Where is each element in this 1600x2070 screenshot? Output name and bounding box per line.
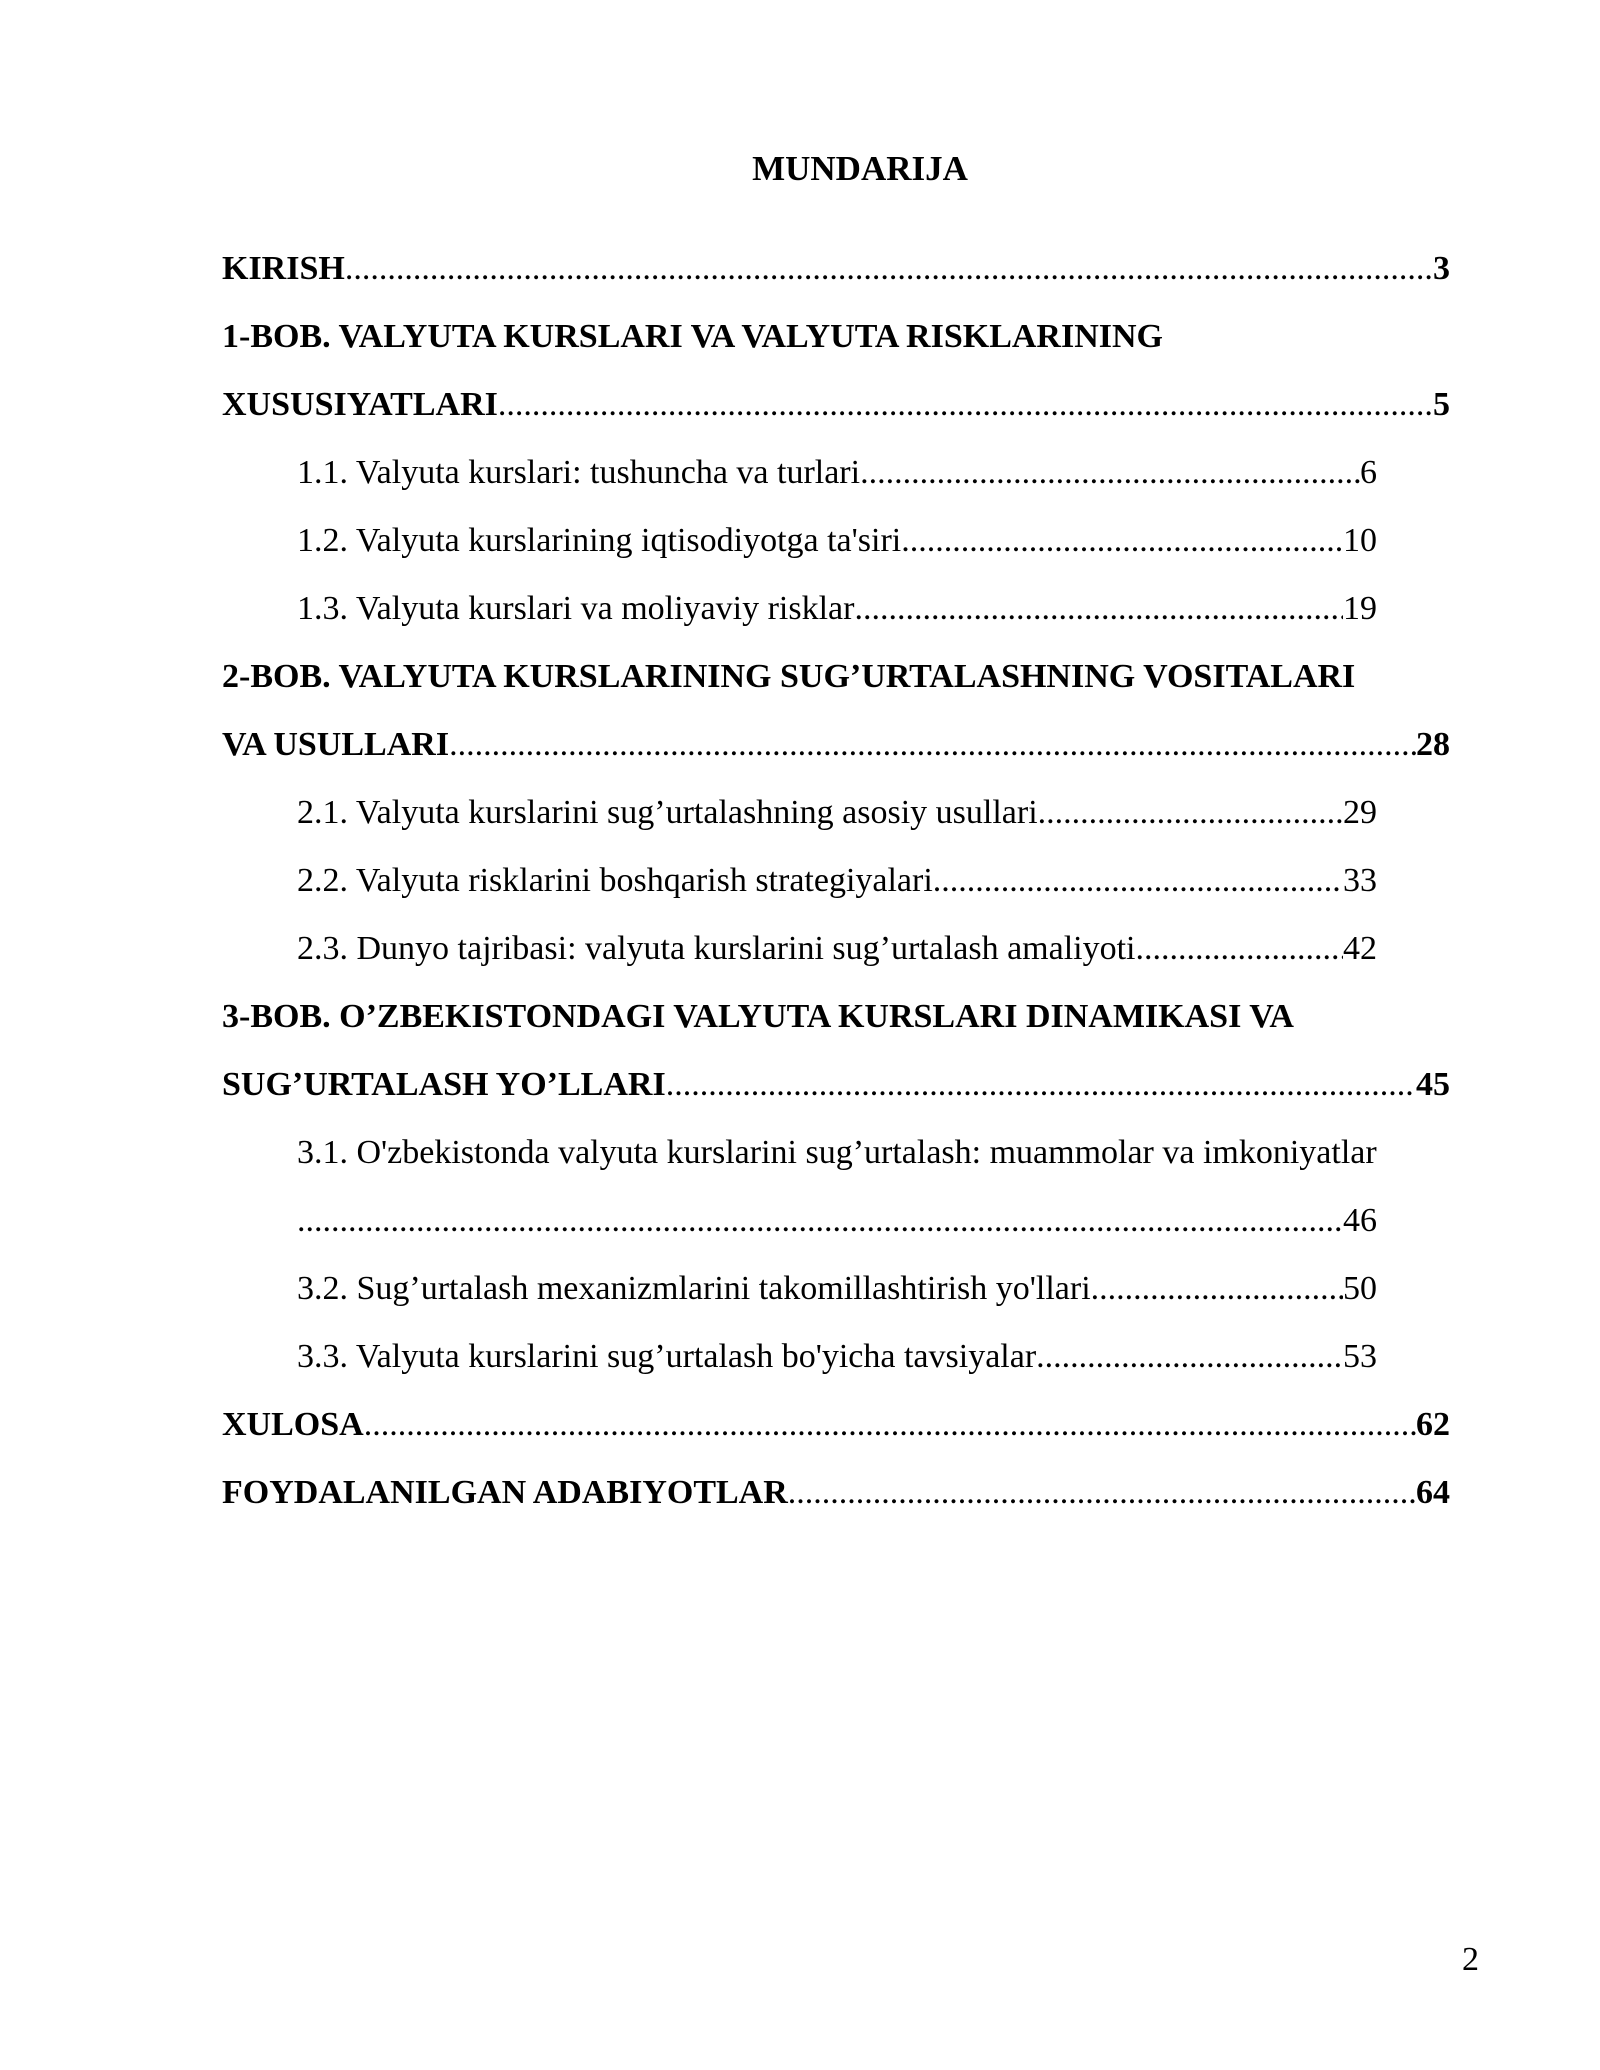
toc-entry-page: 5: [1433, 386, 1450, 423]
toc-entry-label: 3.2. Sug’urtalash mexanizmlarini takomillashtirish yo'llari: [297, 1270, 1091, 1307]
toc-entry-label: XULOSA: [222, 1406, 364, 1443]
dot-leader: [860, 439, 1360, 507]
dot-leader: [364, 1391, 1416, 1459]
dot-leader: [666, 1051, 1416, 1119]
toc-entry-label: 1.3. Valyuta kurslari va moliyaviy risklar: [297, 590, 855, 627]
toc-entry-section-3-3[interactable]: [222, 1323, 1377, 1391]
toc-entry-page: 50: [1343, 1270, 1377, 1307]
toc-entry-label: KIRISH: [222, 250, 345, 287]
dot-leader: [933, 847, 1343, 915]
page-title: MUNDARIJA: [752, 149, 968, 188]
dot-leader: [1091, 1255, 1343, 1323]
dot-leader: [1136, 915, 1344, 983]
toc-entry-label: 1.2. Valyuta kurslarining iqtisodiyotga ta'siri: [297, 522, 902, 559]
toc-entry-chapter-1-line-1[interactable]: [222, 303, 1450, 371]
toc-entry-chapter-1-line-2[interactable]: [222, 371, 1450, 439]
toc-entry-label: 2-BOB. VALYUTA KURSLARINING SUG’URTALASHNING VOSITALARI: [222, 658, 1356, 695]
toc-entry-kirish[interactable]: [222, 235, 1450, 303]
toc-entry-page: 19: [1343, 590, 1377, 627]
toc-entry-page: 29: [1343, 794, 1377, 831]
toc-entry-adabiyotlar[interactable]: [222, 1459, 1450, 1527]
toc-entry-chapter-3-line-2[interactable]: [222, 1051, 1450, 1119]
toc-entry-section-3-1-line-2[interactable]: [222, 1187, 1377, 1255]
toc-entry-section-3-1-line-1[interactable]: [222, 1119, 1377, 1187]
dot-leader: [1036, 1323, 1343, 1391]
toc-entry-section-2-1[interactable]: [222, 779, 1377, 847]
toc-entry-page: 3: [1433, 250, 1450, 287]
dot-leader: [498, 371, 1433, 439]
toc-entry-chapter-3-line-1[interactable]: [222, 983, 1450, 1051]
dot-leader: [345, 235, 1433, 303]
toc-entry-label: 3-BOB. O’ZBEKISTONDAGI VALYUTA KURSLARI DINAMIKASI VA: [222, 998, 1294, 1035]
toc-entry-label: 2.3. Dunyo tajribasi: valyuta kurslarini sug’urtalash amaliyoti: [297, 930, 1136, 967]
toc-entry-section-2-2[interactable]: [222, 847, 1377, 915]
toc-entry-page: 10: [1343, 522, 1377, 559]
toc-entry-section-2-3[interactable]: [222, 915, 1377, 983]
toc-entry-page: 28: [1416, 726, 1450, 763]
dot-leader: [297, 1187, 1343, 1255]
toc-entry-page: 62: [1416, 1406, 1450, 1443]
toc-entry-label: XUSUSIYATLARI: [222, 386, 498, 423]
page-number: 2: [1462, 1941, 1479, 1978]
toc-entry-label: 2.1. Valyuta kurslarini sug’urtalashning asosiy usullari: [297, 794, 1038, 831]
dot-leader: [1038, 779, 1343, 847]
toc-entry-section-1-1[interactable]: [222, 439, 1377, 507]
toc-entry-page: 42: [1343, 930, 1377, 967]
toc-entry-label: 1.1. Valyuta kurslari: tushuncha va turlari: [297, 454, 861, 491]
toc-entry-section-1-2[interactable]: [222, 507, 1377, 575]
toc-entry-label: 2.2. Valyuta risklarini boshqarish strategiyalari: [297, 862, 933, 899]
toc-entry-section-3-2[interactable]: [222, 1255, 1377, 1323]
toc-entry-page: 6: [1360, 454, 1377, 491]
toc-entry-label: 1-BOB. VALYUTA KURSLARI VA VALYUTA RISKLARINING: [222, 318, 1163, 355]
toc-entry-page: 45: [1416, 1066, 1450, 1103]
toc-entry-page: 33: [1343, 862, 1377, 899]
toc-entry-label: FOYDALANILGAN ADABIYOTLAR: [222, 1474, 788, 1511]
toc-entry-page: 53: [1343, 1338, 1377, 1375]
toc-entry-label: 3.1. O'zbekistonda valyuta kurslarini sug’urtalash: muammolar va imkoniyatlar: [297, 1134, 1377, 1171]
toc-entry-label: SUG’URTALASH YO’LLARI: [222, 1066, 666, 1103]
toc-entry-page: 64: [1416, 1474, 1450, 1511]
dot-leader: [854, 575, 1343, 643]
toc-entry-xulosa[interactable]: [222, 1391, 1450, 1459]
toc-entry-chapter-2-line-1[interactable]: [222, 643, 1450, 711]
dot-leader: [449, 711, 1416, 779]
table-of-contents: [222, 235, 1460, 1527]
dot-leader: [788, 1459, 1416, 1527]
toc-entry-section-1-3[interactable]: [222, 575, 1377, 643]
toc-entry-chapter-2-line-2[interactable]: [222, 711, 1450, 779]
toc-entry-page: 46: [1343, 1202, 1377, 1239]
toc-entry-label: 3.3. Valyuta kurslarini sug’urtalash bo'yicha tavsiyalar: [297, 1338, 1037, 1375]
toc-entry-label: VA USULLARI: [222, 726, 450, 763]
dot-leader: [901, 507, 1343, 575]
